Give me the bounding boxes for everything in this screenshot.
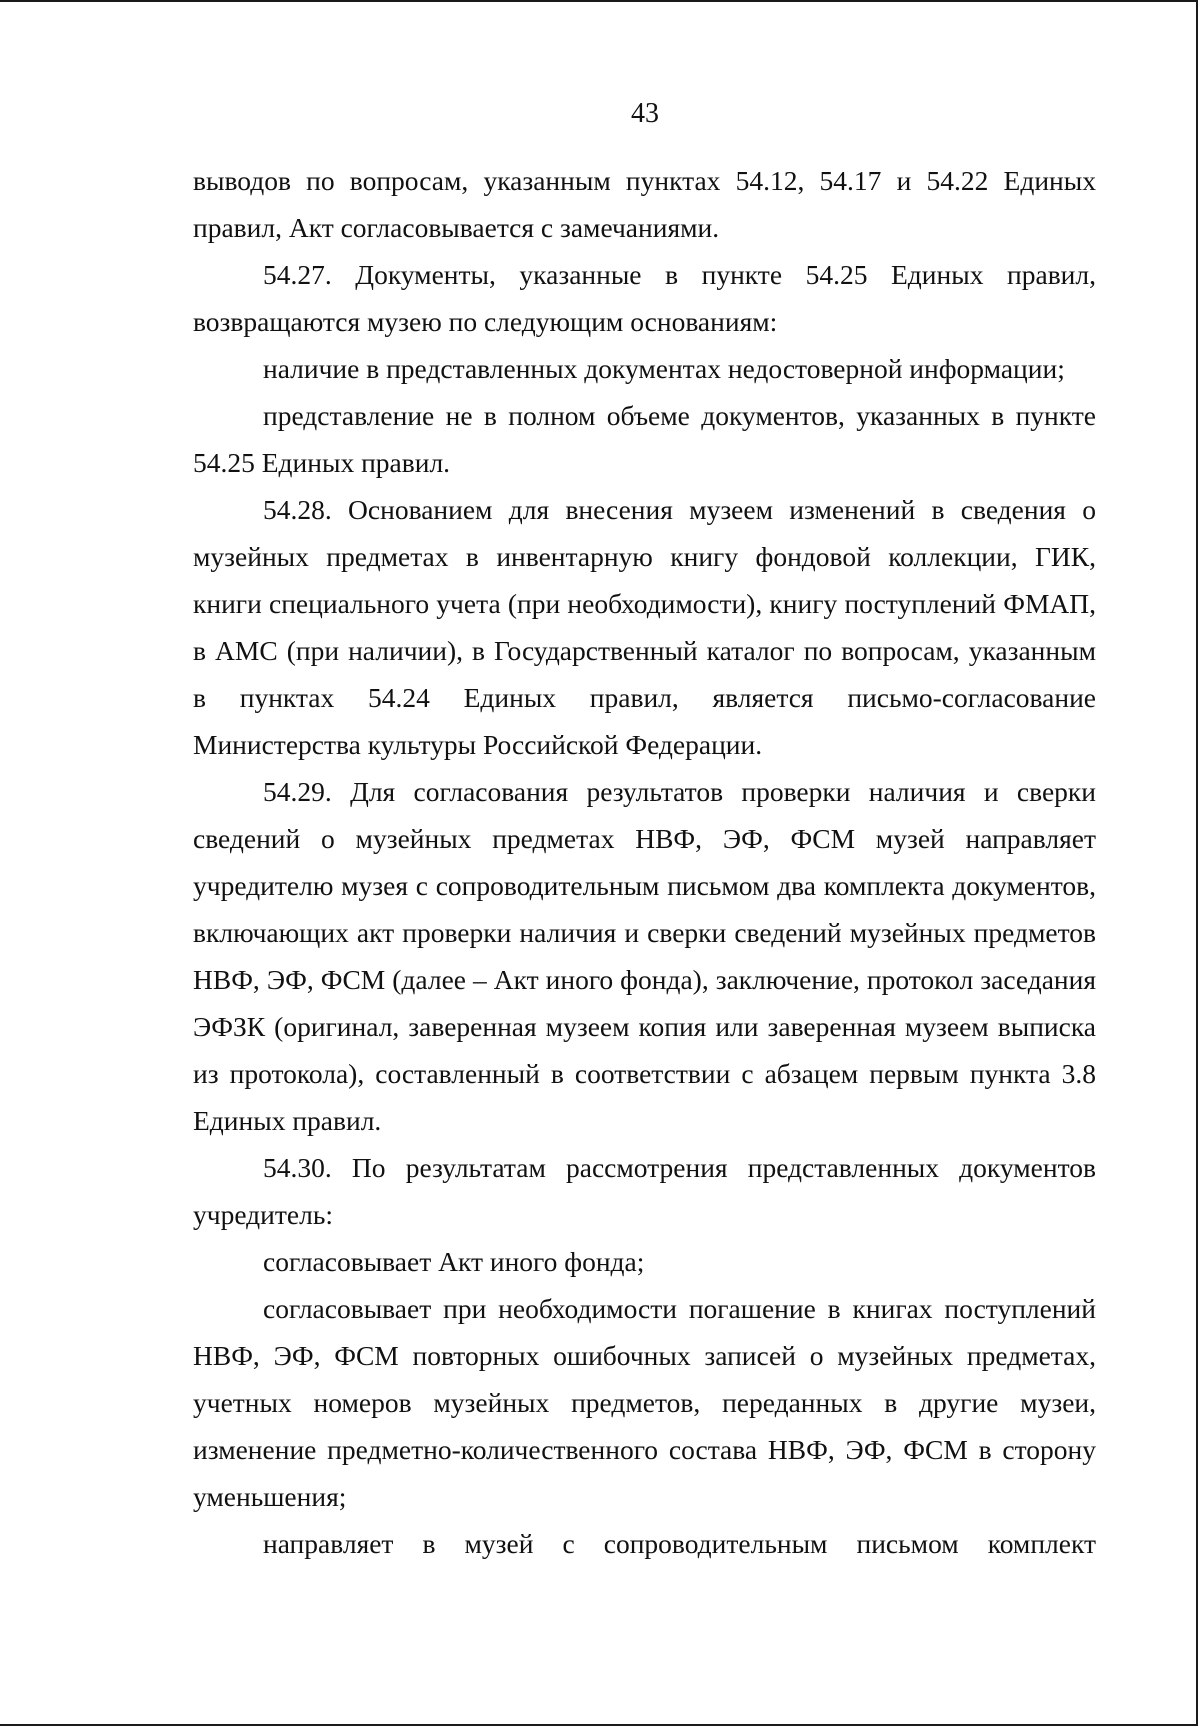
- document-body: [193, 157, 1096, 1567]
- page-number: 43: [631, 98, 659, 129]
- paragraph: 54.29. Для согласования результатов проверки наличия и сверки сведений о музейных предметах НВФ, ЭФ, ФСМ музей направляет учредителю музея с сопроводительным письмом два комплекта документов, включающих акт проверки наличия и сверки сведений музейных предметов НВФ, ЭФ, ФСМ (далее – Акт иного фонда), заключение, протокол заседания ЭФЗК (оригинал, заверенная музеем копия или заверенная музеем выписка из протокола), составленный в соответствии с абзацем первым пункта 3.8 Единых правил.: [193, 776, 1096, 1136]
- paragraph: согласовывает Акт иного фонда;: [263, 1246, 645, 1277]
- paragraph: представление не в полном объеме документов, указанных в пункте 54.25 Единых правил.: [193, 400, 1096, 478]
- paragraph: выводов по вопросам, указанным пунктах 54.12, 54.17 и 54.22 Единых правил, Акт согласовывается с замечаниями.: [193, 165, 1096, 243]
- paragraph: 54.28. Основанием для внесения музеем изменений в сведения о музейных предметах в инвентарную книгу фондовой коллекции, ГИК, книги специального учета (при необходимости), книгу поступлений ФМАП, в АМС (при наличии), в Государственный каталог по вопросам, указанным в пунктах 54.24 Единых правил, является письмо-согласование Министерства культуры Российской Федерации.: [193, 494, 1096, 760]
- paragraph: наличие в представленных документах недостоверной информации;: [263, 353, 1065, 384]
- paragraph: направляет в музей с сопроводительным письмом комплект: [263, 1528, 1096, 1559]
- paragraph: 54.30. По результатам рассмотрения представленных документов учредитель:: [193, 1152, 1096, 1230]
- paragraph: 54.27. Документы, указанные в пункте 54.25 Единых правил, возвращаются музею по следующим основаниям:: [193, 259, 1096, 337]
- paragraph: согласовывает при необходимости погашение в книгах поступлений НВФ, ЭФ, ФСМ повторных ошибочных записей о музейных предметах, учетных номеров музейных предметов, переданных в другие музеи, изменение предметно-количественного состава НВФ, ЭФ, ФСМ в сторону уменьшения;: [193, 1293, 1096, 1512]
